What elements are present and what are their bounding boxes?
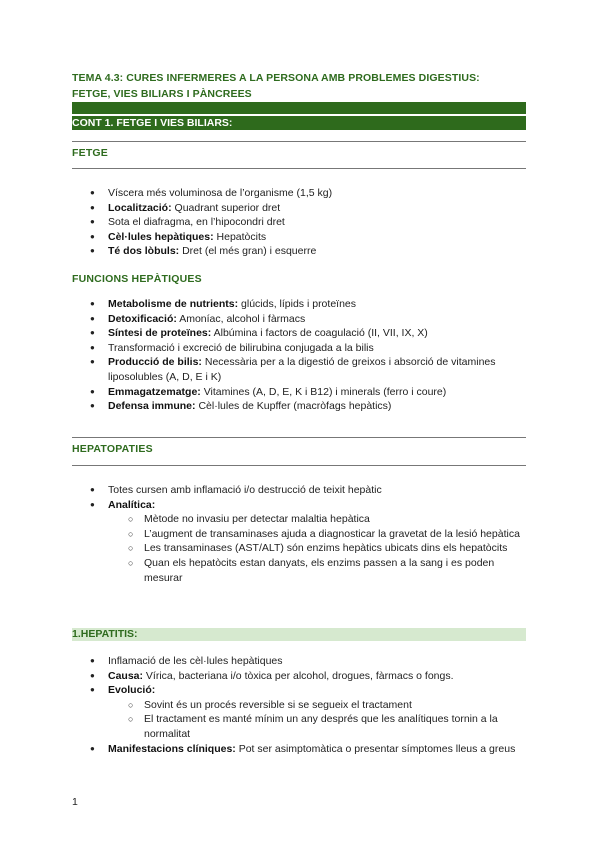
page-number: 1 — [72, 796, 78, 808]
title-line-1: TEMA 4.3: CURES INFERMERES A LA PERSONA AMB PROBLEMES DIGESTIUS: — [72, 72, 480, 84]
sub-list-item: ○ Mètode no invasiu per detectar malaltia hepàtica — [72, 512, 526, 527]
green-divider-bar — [72, 102, 526, 114]
hepatitis-heading-bar — [72, 628, 526, 641]
sub-list-item: ○ El tractament es manté mínim un any després que les analítiques tornin a la normalitat — [72, 712, 526, 741]
heading-hepatitis: 1.HEPATITIS: — [72, 628, 138, 640]
list-item: ● Totes cursen amb inflamació i/o destrucció de teixit hepàtic — [72, 483, 526, 498]
heading-funcions-hepatiques: FUNCIONS HEPÀTIQUES — [72, 273, 202, 285]
list-item: ● Defensa immune: Cèl·lules de Kupffer (macròfags hepàtics) — [72, 399, 526, 414]
rule-fetge-top — [72, 141, 526, 142]
document-title — [72, 70, 526, 102]
list-item: ● Detoxificació: Amoníac, alcohol i fàrmacs — [72, 312, 526, 327]
list-item: ● Inflamació de les cèl·lules hepàtiques — [72, 654, 526, 669]
list-item: ● Causa: Vírica, bacteriana i/o tòxica per alcohol, drogues, fàrmacs o fongs. — [72, 669, 526, 684]
list-item: ● Emmagatzematge: Vitamines (A, D, E, K i B12) i minerals (ferro i coure) — [72, 385, 526, 400]
list-item: ● Producció de bilis: Necessària per a la digestió de greixos i absorció de vitamines liposolubles (A, D, E i K) — [72, 355, 526, 384]
heading-hepatopaties: HEPATOPATIES — [72, 443, 153, 455]
funcions-list — [72, 297, 526, 414]
heading-fetge: FETGE — [72, 147, 109, 159]
list-item: ● Síntesi de proteïnes: Albúmina i factors de coagulació (II, VII, IX, X) — [72, 326, 526, 341]
sub-list-item: ○ Les transaminases (AST/ALT) són enzims hepàtics ubicats dins els hepatòcits — [72, 541, 526, 556]
list-item: ● Metabolisme de nutrients: glúcids, lípids i proteïnes — [72, 297, 526, 312]
title-line-2: FETGE, VIES BILIARS I PÀNCREES — [72, 88, 252, 100]
list-item: ● Evolució: ○ Sovint és un procés reversible si se segueix el tractament ○ El tractament es manté mínim un any després que les analítiques tornin a la normalitat — [72, 683, 526, 741]
list-item: ● Manifestacions clíniques: Pot ser asimptomàtica o presentar símptomes lleus a greus — [72, 742, 526, 757]
fetge-list — [72, 186, 526, 259]
rule-hepatopaties-top — [72, 437, 526, 438]
list-item: ● Transformació i excreció de bilirubina conjugada a la bilis — [72, 341, 526, 356]
list-item: ● Cèl·lules hepàtiques: Hepatòcits — [72, 230, 526, 245]
rule-hepatopaties-bottom — [72, 465, 526, 466]
list-item: ● Localització: Quadrant superior dret — [72, 201, 526, 216]
evolucio-sublist — [108, 698, 526, 742]
list-item: ● Analítica: ○ Mètode no invasiu per detectar malaltia hepàtica ○ L’augment de transaminases ajuda a diagnosticar la gravetat de la lesió hepàtica ○ Les transaminases (AST/ALT) són enzims hepàtics ubicats dins els hepatòcits ○ Quan els hepatòcits estan danyats, els enzims passen a la sang i es poden mesurar — [72, 498, 526, 586]
hepatopaties-list — [72, 483, 526, 585]
list-item: ● Sota el diafragma, en l’hipocondri dret — [72, 215, 526, 230]
list-item: ● Víscera més voluminosa de l’organisme (1,5 kg) — [72, 186, 526, 201]
sub-list-item: ○ Quan els hepatòcits estan danyats, els enzims passen a la sang i es poden mesurar — [72, 556, 526, 585]
list-item: ● Té dos lòbuls: Dret (el més gran) i esquerre — [72, 244, 526, 259]
analitica-sublist — [108, 512, 526, 585]
hepatitis-list — [72, 654, 526, 756]
section-header-bar — [72, 116, 526, 130]
sub-list-item: ○ Sovint és un procés reversible si se segueix el tractament — [72, 698, 526, 713]
section-header-label: CONT 1. FETGE I VIES BILIARS: — [72, 117, 233, 129]
rule-fetge-bottom — [72, 168, 526, 169]
sub-list-item: ○ L’augment de transaminases ajuda a diagnosticar la gravetat de la lesió hepàtica — [72, 527, 526, 542]
